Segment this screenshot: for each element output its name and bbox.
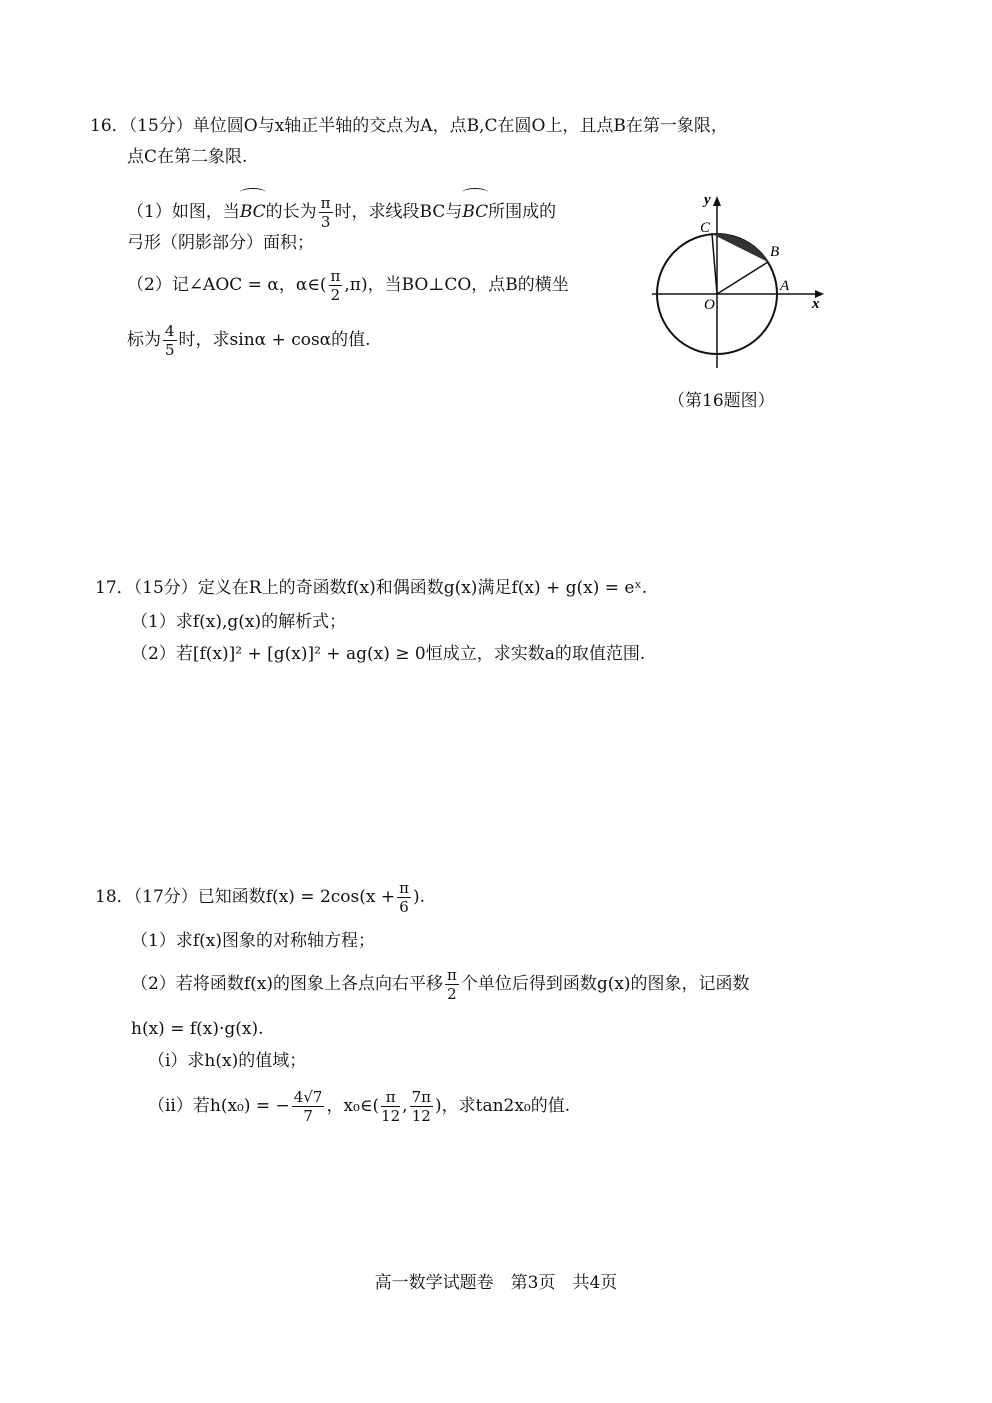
q18-line3-text-b: 个单位后得到函数g(x)的图象，记函数 <box>460 974 750 994</box>
fraction-pi-over-6: $\frac{\pi}{6}$ <box>399 879 409 916</box>
fraction-pi-over-3: $\frac{\pi}{3}$ <box>320 194 331 231</box>
q18-line1-text-b: ). <box>412 887 426 907</box>
figure-caption: （第16题图） <box>668 391 775 411</box>
q16-part1-line2: 弓形（阴影部分）面积； <box>127 233 314 253</box>
q16-part2-line2 <box>127 320 371 360</box>
radius-ob <box>717 262 768 294</box>
q18-line4: h(x) = f(x)·g(x). <box>131 1019 264 1039</box>
page-footer: 高一数学试题卷 第3页 共4页 <box>374 1273 618 1293</box>
label-x: x <box>812 296 820 312</box>
q18-line1 <box>95 877 425 917</box>
q18-line6-text-c: , <box>402 1096 408 1116</box>
fraction-7pi-over-12: $\frac{7\pi}{12}$ <box>411 1088 431 1125</box>
q16-p2-text-c: 标为 <box>127 330 161 350</box>
q17-line3: （2）若[f(x)]² + [g(x)]² + ag(x) ≥ 0恒成立，求实数a的取值范围. <box>131 644 646 664</box>
label-a: A <box>780 278 790 294</box>
fraction-pi-over-2: $\frac{\pi}{2}$ <box>330 267 341 304</box>
label-y: y <box>704 192 711 208</box>
arc-bc: BC <box>240 188 266 232</box>
q16-p2-text-d: 时，求sinα + cosα的值. <box>178 330 371 350</box>
q16-p1-text-d: 所围成的 <box>488 202 557 222</box>
q18-line6-text-d: )，求tan2x₀的值. <box>434 1096 571 1116</box>
q18-line6-text-b: ，x₀∈( <box>326 1096 380 1116</box>
q17-line2: （1）求f(x),g(x)的解析式； <box>131 612 347 632</box>
y-axis-arrow <box>713 196 721 206</box>
label-c: C <box>700 220 711 236</box>
q16-p2-text-a: （2）记∠AOC = α，α∈( <box>127 275 327 295</box>
arc-bc-2: BC <box>462 188 488 232</box>
q16-part2 <box>127 265 569 305</box>
q16-line2: 点C在第二象限. <box>127 147 248 167</box>
fraction-pi-over-2-b: $\frac{\pi}{2}$ <box>446 966 457 1003</box>
q18-line6-text-a: （ii）若h(x₀) = − <box>148 1096 290 1116</box>
q16-p1-text-a: （1）如图，当 <box>127 202 240 222</box>
q16-p1-text-b: 的长为 <box>265 202 317 222</box>
q18-line3 <box>131 964 750 1004</box>
fraction-pi-over-12: $\frac{\pi}{12}$ <box>381 1088 401 1125</box>
q16-part1 <box>127 188 556 232</box>
q17-line1: 17．（15分）定义在R上的奇函数f(x)和偶函数g(x)满足f(x) + g(x) = eˣ. <box>95 578 648 598</box>
q18-line2: （1）求f(x)图象的对称轴方程； <box>131 931 375 951</box>
q18-line3-text-a: （2）若将函数f(x)的图象上各点向右平移 <box>131 974 443 994</box>
q16-p1-text-c: 时，求线段BC与 <box>334 202 463 222</box>
q18-line1-text-a: 18．（17分）已知函数f(x) = 2cos(x + <box>95 887 396 907</box>
label-b: B <box>770 244 780 260</box>
fraction-4-over-5: $\frac{4}{5}$ <box>165 322 175 359</box>
unit-circle-figure <box>640 188 840 378</box>
q16-p2-text-b: ,π)，当BO⊥CO，点B的横坐 <box>344 275 569 295</box>
q18-line6 <box>148 1086 570 1126</box>
q16-line1: 16．（15分）单位圆O与x轴正半轴的交点为A，点B,C在圆O上，且点B在第一象限， <box>90 116 728 136</box>
fraction-4sqrt7-over-7: $\frac{4√7}{7}$ <box>293 1088 323 1125</box>
label-o: O <box>704 297 715 313</box>
q18-line5: （i）求h(x)的值域； <box>148 1051 307 1071</box>
